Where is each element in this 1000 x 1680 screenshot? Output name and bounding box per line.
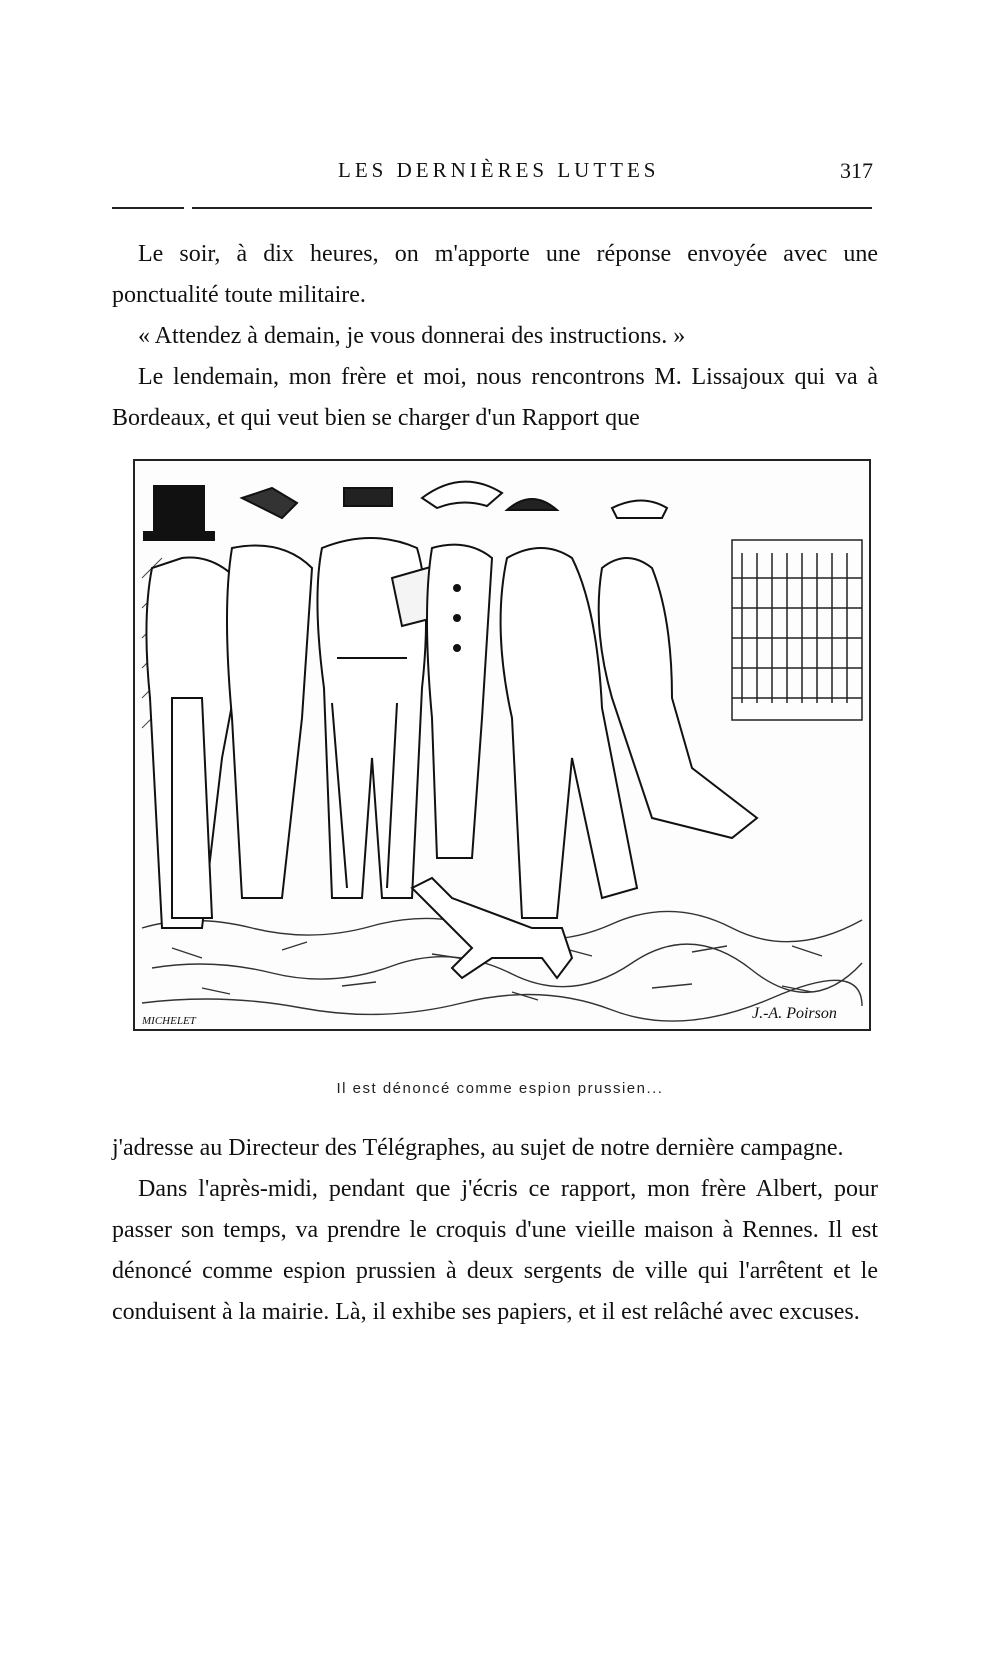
body-text-top — [112, 234, 878, 439]
paragraph: j'adresse au Directeur des Télégraphes, au sujet de notre dernière campagne. — [112, 1135, 844, 1161]
paragraph: « Attendez à demain, je vous donnerai des instructions. » — [138, 323, 686, 349]
signature-right: J.-A. Poirson — [752, 1005, 837, 1022]
running-title: LES DERNIÈRES LUTTES — [338, 158, 660, 182]
figure-caption: Il est dénoncé comme espion prussien... — [336, 1080, 664, 1097]
signature-left: MICHELET — [142, 1015, 196, 1027]
engraving-illustration — [132, 458, 872, 1078]
paragraph: Le lendemain, mon frère et moi, nous rencontrons M. Lissajoux qui va à Bordeaux, et qui veut bien se charger d'un Rapport que — [112, 364, 878, 431]
paragraph: Dans l'après-midi, pendant que j'écris ce rapport, mon frère Albert, pour passer son temps, va prendre le croquis d'une vieille maison à Rennes. Il est dénoncé comme espion prussien à deux sergents de ville qui l'arrêtent et le conduisent à la mairie. Là, il exhibe ses papiers, et il est relâché avec excuses. — [112, 1176, 878, 1325]
page-number: 317 — [840, 158, 873, 183]
running-header — [0, 158, 1000, 188]
paragraph: Le soir, à dix heures, on m'apporte une réponse envoyée avec une ponctualité toute militaire. — [112, 241, 878, 308]
body-text-bottom — [112, 1128, 878, 1333]
header-rule-right — [192, 207, 872, 209]
header-rule-left — [112, 207, 184, 209]
